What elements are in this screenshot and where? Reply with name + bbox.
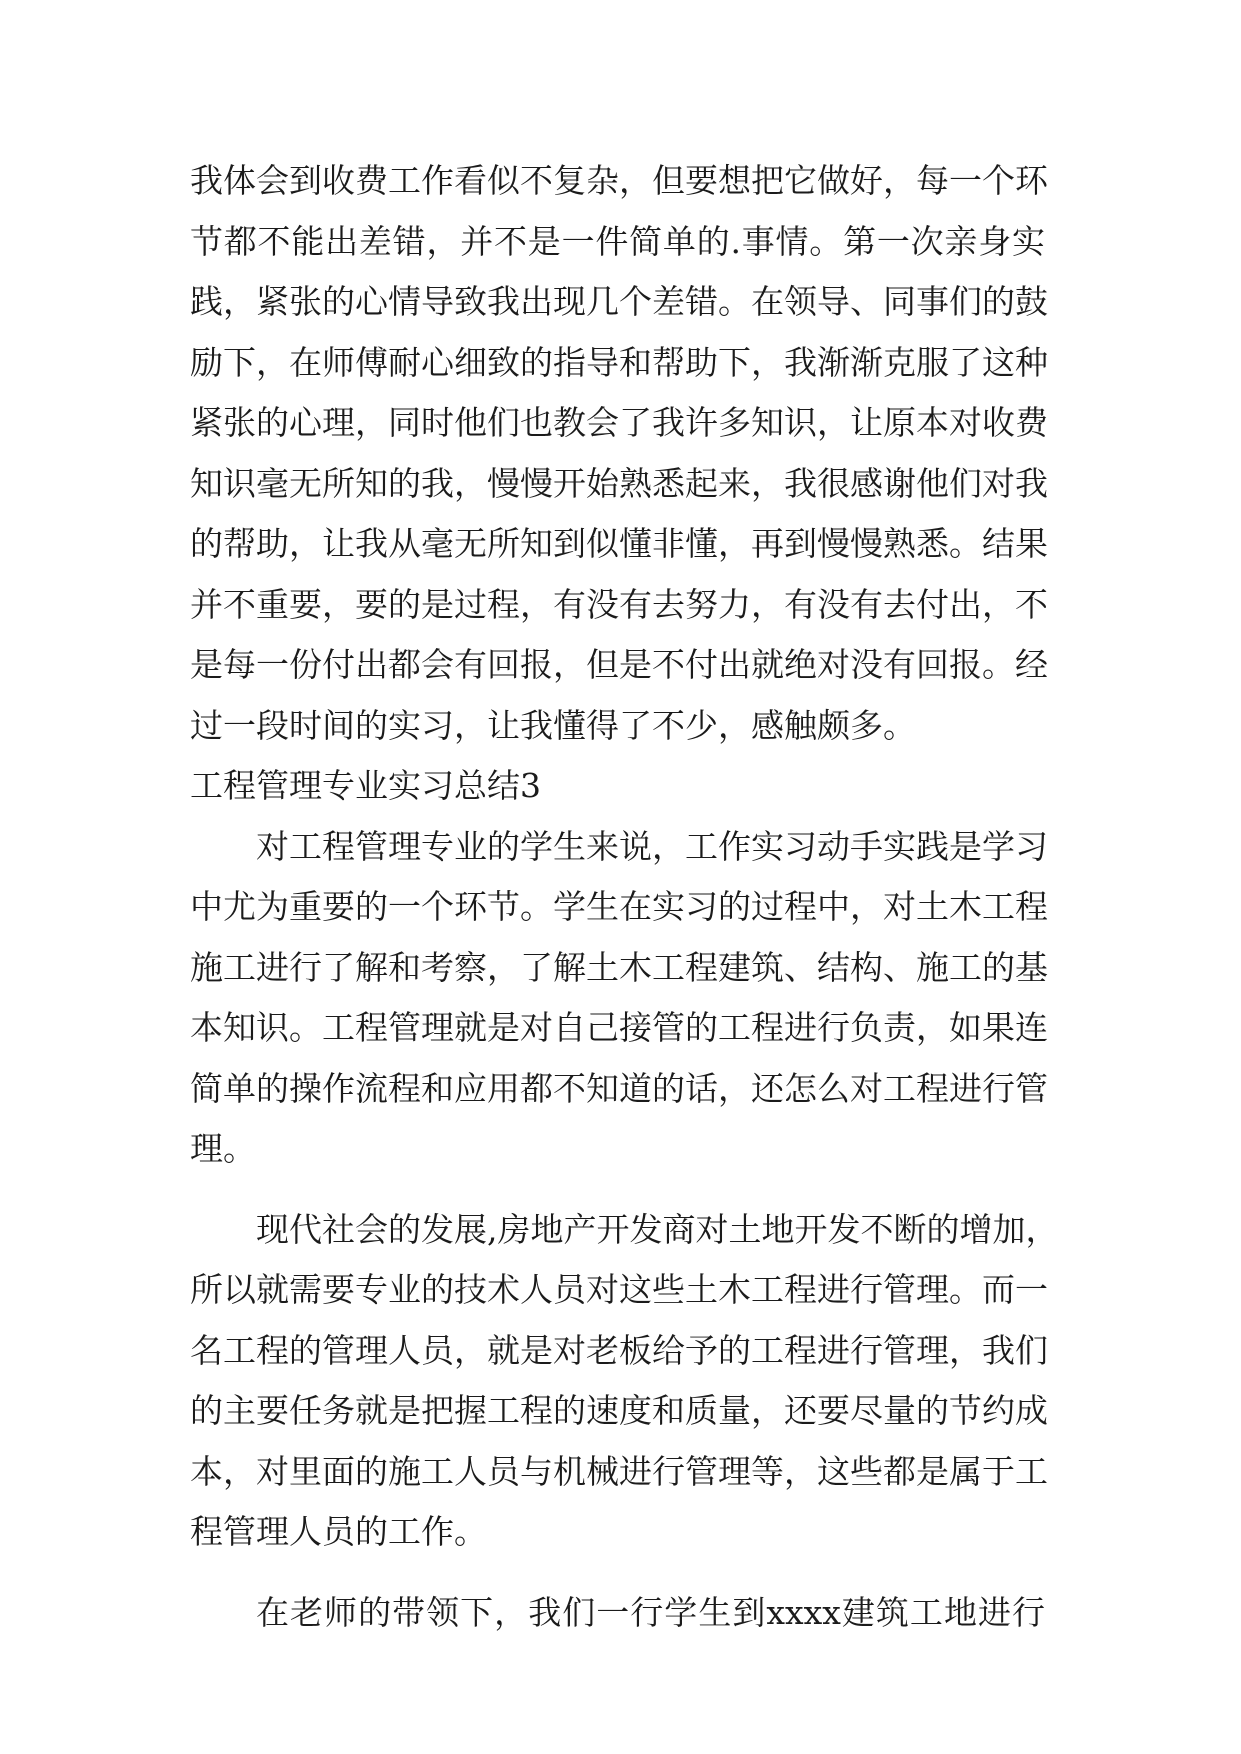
text-line: 中尤为重要的一个环节。学生在实习的过程中，对土木工程 (190, 887, 1048, 926)
text-line: 我体会到收费工作看似不复杂，但要想把它做好，每一个环 (190, 161, 1048, 200)
paragraph (190, 151, 1048, 756)
text-line: 现代社会的发展,房地产开发商对土地开发不断的增加， (256, 1209, 1059, 1249)
document-body (190, 151, 1059, 1643)
section-heading: 工程管理专业实习总结3 (190, 766, 541, 805)
paragraph-spacer (190, 1563, 1045, 1583)
text-line: 的帮助，让我从毫无所知到似懂非懂，再到慢慢熟悉。结果 (190, 524, 1048, 563)
text-line: 施工进行了解和考察，了解土木工程建筑、结构、施工的基 (190, 947, 1048, 987)
text-line: 知识毫无所知的我，慢慢开始熟悉起来，我很感谢他们对我 (190, 463, 1048, 503)
paragraph (190, 1200, 1059, 1563)
text-line: 在老师的带领下，我们一行学生到xxxx建筑工地进行 (256, 1592, 1045, 1632)
text-line: 节都不能出差错，并不是一件简单的.事情。第一次亲身实 (190, 221, 1045, 261)
text-line: 对工程管理专业的学生来说，工作实习动手实践是学习 (256, 826, 1048, 866)
text-line: 所以就需要专业的技术人员对这些土木工程进行管理。而一 (190, 1270, 1048, 1309)
text-line: 理。 (190, 1129, 256, 1168)
paragraph (190, 1583, 1045, 1644)
text-line: 是每一份付出都会有回报，但是不付出就绝对没有回报。经 (190, 645, 1048, 684)
paragraph-spacer (190, 1180, 1045, 1200)
text-line: 并不重要，要的是过程，有没有去努力，有没有去付出，不 (190, 584, 1048, 624)
text-line: 本，对里面的施工人员与机械进行管理等，这些都是属于工 (190, 1451, 1048, 1491)
text-line: 过一段时间的实习，让我懂得了不少，感触颇多。 (190, 705, 916, 745)
text-line: 践，紧张的心情导致我出现几个差错。在领导、同事们的鼓 (190, 282, 1048, 321)
text-line: 名工程的管理人员，就是对老板给予的工程进行管理，我们 (190, 1330, 1048, 1370)
text-line: 紧张的心理，同时他们也教会了我许多知识，让原本对收费 (190, 403, 1048, 442)
text-line: 简单的操作流程和应用都不知道的话，还怎么对工程进行管 (190, 1068, 1048, 1108)
paragraph (190, 817, 1048, 1180)
text-line: 程管理人员的工作。 (190, 1512, 487, 1551)
text-line: 的主要任务就是把握工程的速度和质量，还要尽量的节约成 (190, 1391, 1048, 1430)
text-line: 本知识。工程管理就是对自己接管的工程进行负责，如果连 (190, 1008, 1048, 1047)
text-line: 励下，在师傅耐心细致的指导和帮助下，我渐渐克服了这种 (190, 342, 1048, 382)
